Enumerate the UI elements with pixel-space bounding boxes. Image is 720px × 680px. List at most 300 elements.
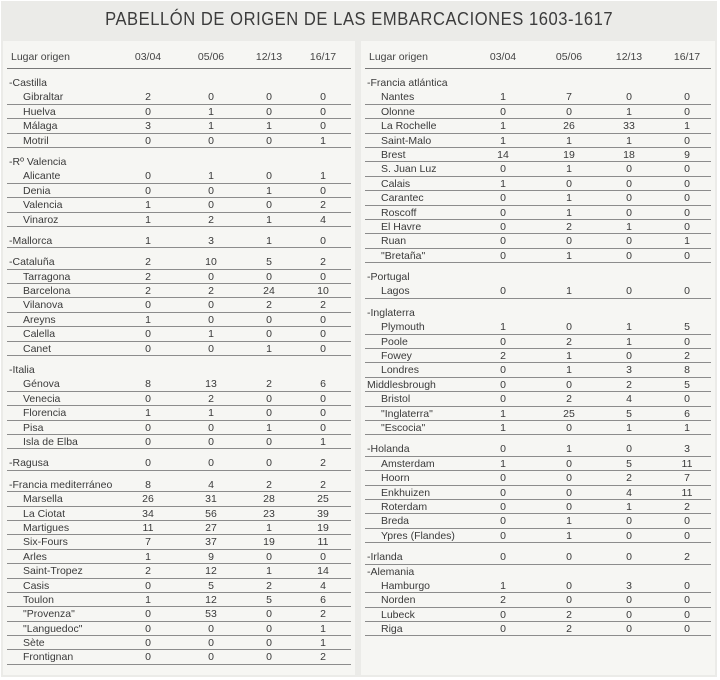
table-row	[3, 435, 355, 449]
cell-value: 1	[145, 550, 151, 563]
cell-value: 31	[205, 493, 217, 506]
place-name: S. Juan Luz	[381, 163, 437, 176]
table-row	[3, 593, 355, 607]
place-name: "Inglaterra"	[381, 407, 433, 420]
table-row	[361, 148, 715, 162]
cell-value: 0	[626, 443, 632, 456]
cell-value: 1	[626, 220, 632, 233]
cell-value: 0	[320, 120, 326, 133]
cell-value: 1	[500, 177, 506, 190]
cell-value: 0	[500, 105, 506, 118]
cell-value: 2	[566, 220, 572, 233]
cell-value: 1	[566, 364, 572, 377]
place-name: Calais	[381, 177, 411, 190]
place-name: "Languedoc"	[23, 622, 83, 635]
header-03-04: 03/04	[134, 51, 162, 63]
cell-value: 0	[145, 421, 151, 434]
cell-value: 1	[208, 328, 214, 341]
cell-value: 0	[500, 378, 506, 391]
group-row	[361, 378, 715, 392]
cell-value: 0	[145, 299, 151, 312]
cell-value: 0	[145, 134, 151, 147]
spacer	[361, 435, 715, 442]
group-row	[3, 76, 355, 90]
cell-value: 5	[266, 593, 272, 606]
cell-value: 1	[566, 206, 572, 219]
table-row	[3, 105, 355, 119]
table-row	[3, 579, 355, 593]
cell-value: 1	[208, 170, 214, 183]
table-row	[3, 622, 355, 636]
place-name: Areyns	[23, 313, 56, 326]
table-row	[3, 270, 355, 284]
cell-value: 2	[566, 335, 572, 348]
cell-value: 0	[566, 500, 572, 513]
cell-value: 0	[566, 105, 572, 118]
table-row	[3, 169, 355, 183]
place-name: Poole	[381, 335, 408, 348]
cell-value: 0	[500, 443, 506, 456]
cell-value: 0	[145, 105, 151, 118]
cell-value: 7	[566, 91, 572, 104]
cell-value: 0	[500, 608, 506, 621]
place-name: "Bretaña"	[381, 249, 426, 262]
spacer	[3, 227, 355, 234]
cell-value: 2	[145, 285, 151, 298]
table-row	[361, 105, 715, 119]
cell-value: 1	[684, 421, 690, 434]
cell-value: 0	[500, 249, 506, 262]
place-name: "Escocia"	[381, 421, 426, 434]
cell-value: 0	[145, 184, 151, 197]
cell-value: 0	[626, 206, 632, 219]
cell-value: 1	[500, 134, 506, 147]
cell-value: 1	[566, 443, 572, 456]
place-name: Ypres (Flandes)	[381, 529, 455, 542]
cell-value: 9	[684, 148, 690, 161]
spacer	[3, 471, 355, 478]
table-row	[361, 234, 715, 248]
cell-value: 0	[626, 192, 632, 205]
cell-value: 0	[566, 472, 572, 485]
cell-value: 0	[500, 220, 506, 233]
group-label: -Irlanda	[367, 551, 403, 564]
table-row	[361, 500, 715, 514]
place-name: Toulon	[23, 593, 54, 606]
table-row	[3, 342, 355, 356]
cell-value: 12	[205, 593, 217, 606]
cell-value: 1	[320, 170, 326, 183]
place-name: Saint-Malo	[381, 134, 432, 147]
cell-value: 2	[626, 378, 632, 391]
cell-value: 0	[500, 235, 506, 248]
cell-value: 0	[145, 637, 151, 650]
table-row	[3, 636, 355, 650]
place-name: Saint-Tropez	[23, 565, 83, 578]
cell-value: 1	[266, 421, 272, 434]
place-name: Martigues	[23, 521, 70, 534]
header-lugar-origen: Lugar origen	[369, 51, 428, 63]
cell-value: 0	[626, 350, 632, 363]
place-name: Nantes	[381, 91, 415, 104]
place-name: Barcelona	[23, 285, 71, 298]
cell-value: 0	[145, 170, 151, 183]
cell-value: 2	[684, 551, 690, 564]
cell-value: 0	[208, 299, 214, 312]
place-name: Huelva	[23, 105, 56, 118]
table-row	[3, 119, 355, 133]
cell-value: 53	[205, 608, 217, 621]
table-row	[3, 564, 355, 578]
cell-value: 2	[320, 651, 326, 664]
table-row	[361, 134, 715, 148]
cell-value: 1	[626, 134, 632, 147]
cell-value: 0	[266, 313, 272, 326]
table-row	[361, 486, 715, 500]
cell-value: 1	[500, 321, 506, 334]
cell-value: 0	[208, 199, 214, 212]
cell-value: 1	[626, 421, 632, 434]
spacer	[3, 449, 355, 456]
cell-value: 0	[208, 91, 214, 104]
cell-value: 39	[317, 507, 329, 520]
table-row	[3, 550, 355, 564]
cell-value: 0	[684, 393, 690, 406]
table-row	[361, 514, 715, 528]
place-name: Carantec	[381, 192, 424, 205]
cell-value: 0	[626, 529, 632, 542]
cell-value: 0	[566, 594, 572, 607]
cell-value: 1	[626, 321, 632, 334]
cell-value: 0	[626, 163, 632, 176]
cell-value: 0	[145, 579, 151, 592]
cell-value: 0	[566, 321, 572, 334]
cell-value: 2	[320, 199, 326, 212]
cell-value: 0	[626, 551, 632, 564]
table-row	[361, 622, 715, 636]
table-row	[3, 650, 355, 664]
cell-value: 3	[626, 579, 632, 592]
table-row	[3, 492, 355, 506]
cell-value: 2	[266, 299, 272, 312]
cell-value: 1	[566, 249, 572, 262]
place-name: El Havre	[381, 220, 422, 233]
cell-value: 2	[320, 608, 326, 621]
cell-value: 11	[317, 536, 329, 549]
cell-value: 4	[320, 579, 326, 592]
table-row	[361, 177, 715, 191]
table-row	[3, 421, 355, 435]
cell-value: 0	[500, 393, 506, 406]
cell-value: 0	[266, 392, 272, 405]
cell-value: 56	[205, 507, 217, 520]
table-row	[3, 377, 355, 391]
table-row	[3, 507, 355, 521]
cell-value: 2	[266, 478, 272, 491]
table-row	[361, 249, 715, 263]
group-label: -Castilla	[9, 77, 47, 89]
cell-value: 26	[563, 120, 575, 133]
table-row	[361, 119, 715, 133]
cell-value: 2	[145, 91, 151, 104]
cell-value: 0	[566, 457, 572, 470]
table-row	[3, 521, 355, 535]
cell-value: 2	[626, 472, 632, 485]
place-name: Gibraltar	[23, 91, 64, 104]
cell-value: 0	[500, 500, 506, 513]
table-row	[361, 593, 715, 607]
cell-value: 0	[145, 622, 151, 635]
header-05-06: 05/06	[197, 51, 225, 63]
group-label: Middlesbrough	[367, 378, 436, 391]
cell-value: 1	[566, 163, 572, 176]
cell-value: 0	[500, 472, 506, 485]
place-name: Hoorn	[381, 472, 410, 485]
cell-value: 0	[266, 134, 272, 147]
place-name: Marsella	[23, 493, 63, 506]
cell-value: 18	[623, 148, 635, 161]
table-row	[361, 191, 715, 205]
group-row	[3, 478, 355, 492]
group-label: -Holanda	[367, 443, 410, 456]
group-label: -Italia	[9, 364, 35, 377]
place-name: Norden	[381, 594, 416, 607]
cell-value: 28	[263, 493, 275, 506]
cell-value: 0	[566, 378, 572, 391]
group-row	[3, 456, 355, 470]
cell-value: 0	[684, 623, 690, 636]
cell-value: 3	[208, 234, 214, 247]
cell-value: 1	[266, 184, 272, 197]
cell-value: 33	[623, 120, 635, 133]
place-name: Florencia	[23, 407, 67, 420]
cell-value: 1	[266, 565, 272, 578]
cell-value: 1	[320, 134, 326, 147]
cell-value: 0	[500, 163, 506, 176]
cell-value: 1	[566, 350, 572, 363]
table-row	[361, 90, 715, 104]
place-name: Enkhuizen	[381, 486, 431, 499]
table-row	[3, 607, 355, 621]
group-label: -Francia mediterráneo	[9, 478, 113, 491]
cell-value: 5	[684, 378, 690, 391]
cell-value: 8	[684, 364, 690, 377]
cell-value: 0	[500, 486, 506, 499]
cell-value: 0	[626, 91, 632, 104]
cell-value: 0	[684, 579, 690, 592]
cell-value: 2	[266, 378, 272, 391]
cell-value: 0	[145, 608, 151, 621]
place-name: Amsterdam	[381, 457, 435, 470]
table-row	[361, 457, 715, 471]
cell-value: 0	[566, 551, 572, 564]
header-12-13: 12/13	[255, 51, 283, 63]
cell-value: 1	[208, 120, 214, 133]
table-row	[361, 349, 715, 363]
table-row	[361, 363, 715, 377]
cell-value: 25	[563, 407, 575, 420]
cell-value: 2	[208, 213, 214, 226]
column-header	[3, 51, 355, 67]
place-name: Venecia	[23, 392, 61, 405]
cell-value: 0	[266, 270, 272, 283]
cell-value: 4	[320, 213, 326, 226]
place-name: Vinaroz	[23, 213, 59, 226]
cell-value: 23	[263, 507, 275, 520]
cell-value: 0	[626, 608, 632, 621]
cell-value: 0	[684, 220, 690, 233]
table-row	[361, 421, 715, 435]
cell-value: 1	[266, 342, 272, 355]
cell-value: 1	[500, 91, 506, 104]
cell-value: 0	[208, 421, 214, 434]
table-row	[3, 298, 355, 312]
cell-value: 0	[500, 364, 506, 377]
header-05-06: 05/06	[555, 51, 583, 63]
cell-value: 1	[684, 235, 690, 248]
cell-value: 1	[266, 213, 272, 226]
cell-value: 0	[266, 622, 272, 635]
cell-value: 0	[500, 529, 506, 542]
cell-value: 11	[681, 457, 693, 470]
table-row	[361, 335, 715, 349]
place-name: Calella	[23, 328, 56, 341]
cell-value: 10	[317, 285, 329, 298]
cell-value: 0	[266, 637, 272, 650]
cell-value: 1	[145, 199, 151, 212]
cell-value: 4	[626, 486, 632, 499]
cell-value: 0	[320, 184, 326, 197]
cell-value: 24	[263, 285, 275, 298]
place-name: "Provenza"	[23, 608, 75, 621]
cell-value: 2	[320, 256, 326, 269]
cell-value: 27	[205, 521, 217, 534]
place-name: Fowey	[381, 350, 412, 363]
cell-value: 2	[320, 478, 326, 491]
cell-value: 0	[266, 199, 272, 212]
cell-value: 3	[145, 120, 151, 133]
cell-value: 0	[684, 206, 690, 219]
cell-value: 0	[684, 163, 690, 176]
cell-value: 11	[142, 521, 154, 534]
cell-value: 2	[500, 594, 506, 607]
cell-value: 1	[320, 622, 326, 635]
cell-value: 0	[145, 457, 151, 470]
header-lugar-origen: Lugar origen	[11, 51, 70, 63]
cell-value: 1	[684, 120, 690, 133]
cell-value: 1	[626, 500, 632, 513]
cell-value: 0	[320, 91, 326, 104]
place-name: Bristol	[381, 393, 411, 406]
table-row	[3, 184, 355, 198]
group-label: -Cataluña	[9, 256, 55, 269]
spacer	[361, 263, 715, 270]
place-name: Brest	[381, 148, 406, 161]
group-row	[3, 155, 355, 169]
cell-value: 0	[684, 515, 690, 528]
cell-value: 0	[684, 594, 690, 607]
group-row	[361, 442, 715, 456]
cell-value: 5	[684, 321, 690, 334]
cell-value: 0	[320, 270, 326, 283]
place-name: Arles	[23, 550, 47, 563]
table-row	[361, 529, 715, 543]
cell-value: 10	[205, 256, 217, 269]
cell-value: 1	[266, 521, 272, 534]
cell-value: 0	[266, 608, 272, 621]
cell-value: 0	[626, 235, 632, 248]
cell-value: 2	[320, 299, 326, 312]
group-label: -Francia atlántica	[367, 77, 448, 89]
group-label: -Mallorca	[9, 234, 53, 247]
cell-value: 0	[626, 249, 632, 262]
cell-value: 0	[500, 285, 506, 298]
table-row	[361, 220, 715, 234]
cell-value: 6	[320, 593, 326, 606]
column-header	[361, 51, 715, 67]
cell-value: 0	[266, 91, 272, 104]
right-rows	[361, 69, 715, 636]
cell-value: 0	[566, 235, 572, 248]
cell-value: 8	[145, 378, 151, 391]
table-row	[3, 406, 355, 420]
place-name: La Rochelle	[381, 120, 437, 133]
table-frame	[1, 1, 717, 677]
right-column-panel	[361, 41, 715, 675]
table-row	[3, 327, 355, 341]
cell-value: 3	[626, 364, 632, 377]
header-03-04: 03/04	[489, 51, 517, 63]
cell-value: 9	[208, 550, 214, 563]
cell-value: 0	[500, 192, 506, 205]
spacer	[361, 543, 715, 550]
cell-value: 0	[266, 105, 272, 118]
cell-value: 0	[320, 105, 326, 118]
place-name: Tarragona	[23, 270, 71, 283]
cell-value: 2	[145, 565, 151, 578]
cell-value: 0	[684, 529, 690, 542]
table-row	[3, 213, 355, 227]
table-row	[361, 407, 715, 421]
cell-value: 0	[320, 407, 326, 420]
cell-value: 14	[497, 148, 509, 161]
cell-value: 7	[145, 536, 151, 549]
group-row	[361, 76, 715, 90]
cell-value: 0	[208, 651, 214, 664]
cell-value: 2	[500, 350, 506, 363]
header-16-17: 16/17	[309, 51, 337, 63]
header-12-13: 12/13	[615, 51, 643, 63]
place-name: Valencia	[23, 199, 63, 212]
cell-value: 1	[500, 407, 506, 420]
place-name: Roscoff	[381, 206, 417, 219]
cell-value: 0	[208, 435, 214, 448]
cell-value: 34	[142, 507, 154, 520]
cell-value: 0	[266, 651, 272, 664]
cell-value: 0	[684, 134, 690, 147]
cell-value: 5	[626, 457, 632, 470]
cell-value: 0	[266, 328, 272, 341]
cell-value: 4	[626, 393, 632, 406]
cell-value: 19	[317, 521, 329, 534]
cell-value: 0	[500, 515, 506, 528]
place-name: Six-Fours	[23, 536, 68, 549]
cell-value: 0	[320, 342, 326, 355]
cell-value: 2	[266, 579, 272, 592]
header-16-17: 16/17	[673, 51, 701, 63]
place-name: Lubeck	[381, 608, 415, 621]
cell-value: 26	[142, 493, 154, 506]
